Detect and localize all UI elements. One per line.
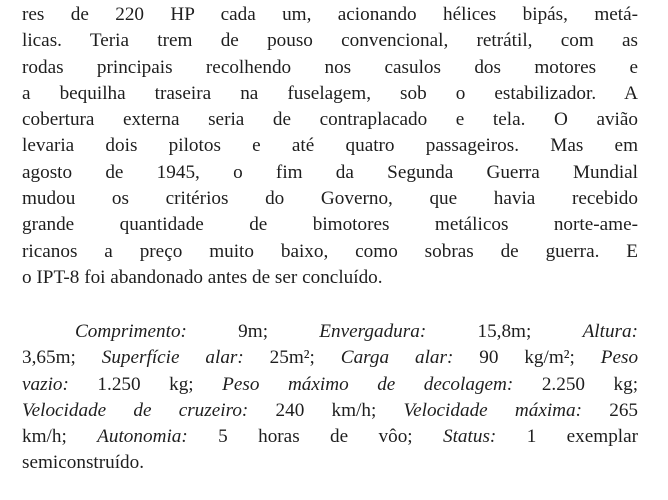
spec-value-status-2: semiconstruído. — [22, 452, 145, 474]
spec-label-peso-vazio-2: vazio: — [22, 373, 69, 395]
spec-value-vel-max-1: 265 — [609, 399, 639, 421]
spec-label-comprimento: Comprimento: — [75, 321, 187, 342]
specifications-paragraph — [22, 319, 638, 477]
spec-line — [22, 345, 638, 371]
text-line: licas. Teria trem de pouso convencional, retrátil, com as — [22, 30, 638, 52]
spec-value-peso-vazio: 1.250 kg; — [97, 373, 194, 395]
spec-label-status: Status: — [443, 426, 497, 448]
spec-line — [22, 450, 638, 476]
spec-value-superficie: 25m²; — [269, 347, 315, 369]
spec-label-peso-max: Peso máximo de decolagem: — [222, 373, 514, 395]
spec-value-status-1: 1 exemplar — [526, 426, 639, 448]
spec-value-altura: 3,65m; — [22, 347, 76, 369]
text-line: a bequilha traseira na fuselagem, sob o estabilizador. A — [22, 82, 638, 104]
spec-label-vel-cruzeiro: Velocidade de cruzeiro: — [22, 399, 249, 421]
spec-value-peso-max: 2.250 kg; — [541, 373, 639, 395]
spec-value-comprimento: 9m; — [238, 321, 269, 342]
spec-line — [22, 319, 638, 345]
spec-label-carga: Carga alar: — [340, 347, 454, 369]
spec-label-superficie: Superfície alar: — [101, 347, 244, 369]
text-line: cobertura externa seria de contraplacado e tela. O avião — [22, 109, 638, 131]
spec-value-vel-max-2: km/h; — [22, 426, 67, 448]
spec-value-envergadura: 15,8m; — [477, 321, 532, 342]
spec-value-autonomia: 5 horas de vôo; — [218, 426, 413, 448]
text-line: grande quantidade de bimotores metálicos norte-ame- — [22, 214, 638, 236]
spec-label-autonomia: Autonomia: — [97, 426, 188, 448]
body-paragraph — [22, 2, 638, 291]
text-line: o IPT-8 foi abandonado antes de ser concluído. — [22, 266, 383, 288]
text-line: levaria dois pilotos e até quatro passageiros. Mas em — [22, 135, 638, 157]
spec-value-vel-cruzeiro: 240 km/h; — [275, 399, 377, 421]
text-line: agosto de 1945, o fim da Segunda Guerra Mundial — [22, 161, 638, 183]
spec-value-carga: 90 kg/m²; — [479, 347, 575, 369]
spec-line — [22, 398, 638, 424]
text-line: rodas principais recolhendo nos casulos dos motores e — [22, 56, 638, 78]
spec-label-peso-vazio-1: Peso — [600, 347, 639, 369]
spec-line — [22, 424, 638, 450]
text-line: res de 220 HP cada um, acionando hélices bipás, metá- — [22, 4, 638, 25]
spec-label-vel-max: Velocidade máxima: — [403, 399, 583, 421]
text-line: ricanos a preço muito baixo, como sobras de guerra. E — [22, 240, 638, 262]
spec-line — [22, 372, 638, 398]
text-line: mudou os critérios do Governo, que havia recebido — [22, 188, 638, 210]
spec-label-altura: Altura: — [582, 321, 638, 342]
spec-label-envergadura: Envergadura: — [319, 321, 427, 342]
